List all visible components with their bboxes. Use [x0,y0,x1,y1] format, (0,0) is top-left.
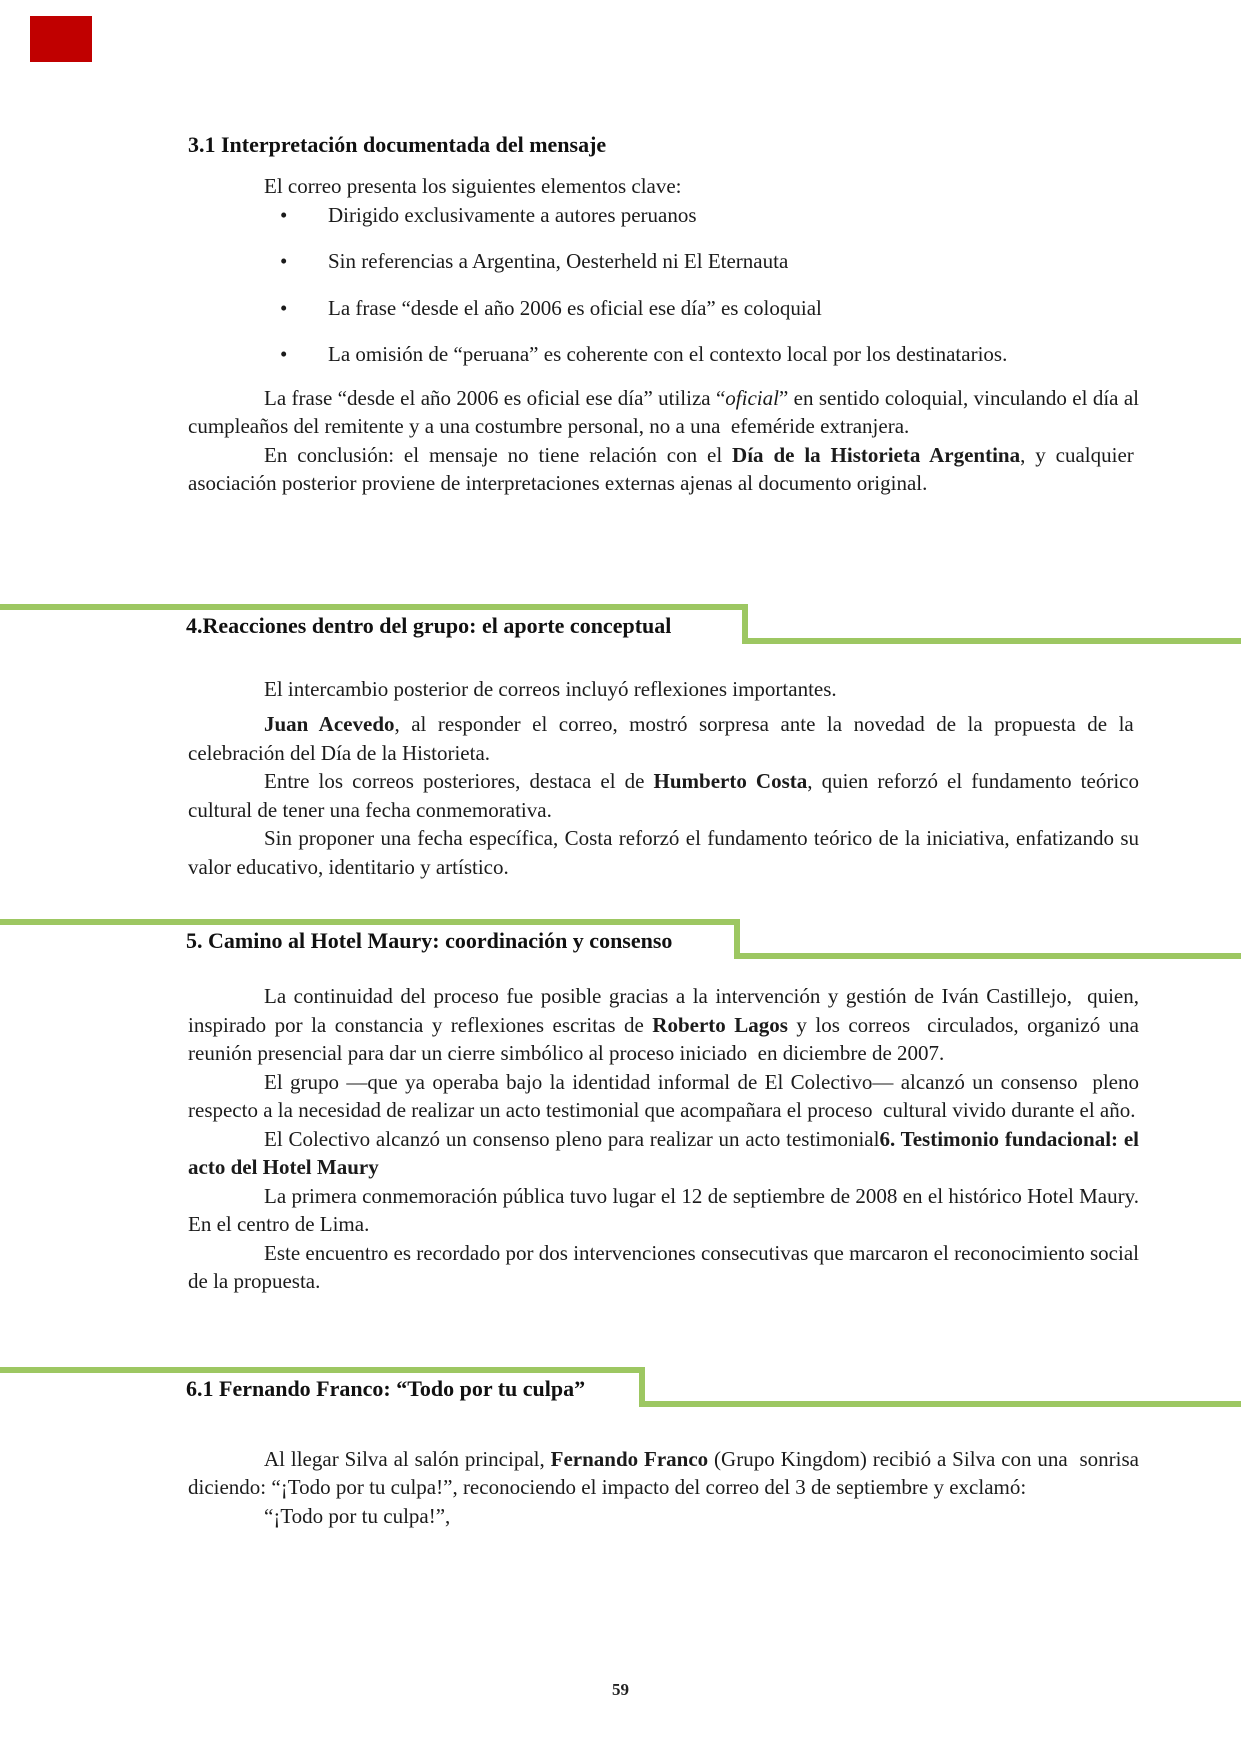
green-line-bottom [748,638,1241,644]
page-number: 59 [612,1680,629,1699]
bullet-item: • La frase “desde el año 2006 es oficial ese día” es coloquial [188,294,1139,323]
paragraph-al-llegar-silva: Al llegar Silva al salón principal, Fernando Franco (Grupo Kingdom) recibió a Silva con una sonrisa diciendo: “¡Todo por tu culpa!”, reconociendo el impacto del correo del 3 de septiembre y exclamó: [188,1446,1139,1499]
paragraph-continuidad: La continuidad del proceso fue posible gracias a la intervención y gestión de Iván Castillejo, quien, inspirado por la constancia y reflexiones escritas de Roberto Lagos y los correos circulados, organizó una reunión presencial para dar un cierre simbólico al proceso iniciado en diciembre de 2007. [188,984,1140,1065]
section-divider-4 [0,604,1241,644]
heading-6-1: 6.1 Fernando Franco: “Todo por tu culpa” [186,1375,586,1401]
paragraph-humberto-costa: Entre los correos posteriores, destaca el de Humberto Costa, quien reforzó el fundamento teórico cultural de tener una fecha conmemorativa. [188,769,1139,822]
heading-5: 5. Camino al Hotel Maury: coordinación y consenso [186,928,673,953]
paragraph-colectivo-testimonio: El Colectivo alcanzó un consenso pleno para realizar un acto testimonial6. Testimonio fundacional: el acto del Hotel Maury [188,1126,1139,1179]
paragraph-intercambio: El intercambio posterior de correos incluyó reflexiones importantes. [264,676,837,701]
bullet-list [188,201,1139,369]
green-line-bottom [645,1401,1241,1407]
green-line-top [0,1367,645,1373]
heading-4: 4.Reacciones dentro del grupo: el aporte conceptual [186,612,672,638]
bullet-item: • La omisión de “peruana” es coherente con el contexto local por los destinatarios. [188,340,1139,369]
green-line-top [0,919,740,925]
paragraph-juan-acevedo: Juan Acevedo, al responder el correo, mostró sorpresa ante la novedad de la propuesta de la celebración del Día de la Historieta. [188,712,1139,765]
green-line-top [0,604,748,610]
section-divider-5 [0,919,1241,959]
paragraph-sin-proponer: Sin proponer una fecha específica, Costa reforzó el fundamento teórico de la iniciativa, enfatizando su valor educativo, identitario y artístico. [188,826,1139,879]
paragraph-el-grupo: El grupo —que ya operaba bajo la identidad informal de El Colectivo— alcanzó un consenso pleno respecto a la necesidad de realizar un acto testimonial que acompañara el proceso cultural vivido durante el año. [188,1069,1139,1122]
red-annotation-mark [30,16,92,62]
paragraph-frase-oficial: La frase “desde el año 2006 es oficial ese día” utiliza “oficial” en sentido coloquial, vinculando el día al cumpleaños del remitente y a una costumbre personal, no a una efeméride extranjera. [188,385,1139,438]
paragraph-primera-conmemoracion: La primera conmemoración pública tuvo lugar el 12 de septiembre de 2008 en el histórico Hotel Maury. En el centro de Lima. [188,1183,1139,1236]
green-line-bottom [740,953,1241,959]
heading-3-1: 3.1 Interpretación documentada del mensaje [188,132,607,157]
bullet-item: • Sin referencias a Argentina, Oesterheld ni El Eternauta [188,247,1139,276]
paragraph-intro: El correo presenta los siguientes elementos clave: [264,174,682,198]
paragraph-quote-culpa: “¡Todo por tu culpa!”, [264,1503,451,1528]
bullet-item: • Dirigido exclusivamente a autores peruanos [188,201,1139,230]
section-divider-6-1 [0,1367,1241,1407]
paragraph-conclusion: En conclusión: el mensaje no tiene relación con el Día de la Historieta Argentina, y cualquier asociación posterior proviene de interpretaciones externas ajenas al documento original. [188,442,1140,495]
paragraph-este-encuentro: Este encuentro es recordado por dos intervenciones consecutivas que marcaron el reconocimiento social de la propuesta. [188,1240,1139,1293]
